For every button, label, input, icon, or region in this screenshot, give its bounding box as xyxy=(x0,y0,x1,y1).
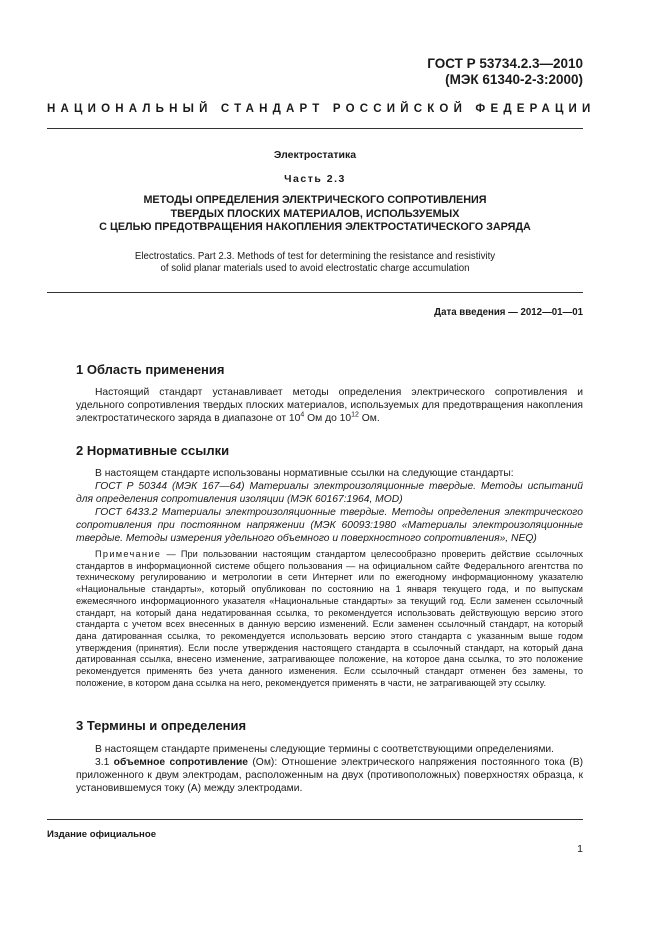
page-number: 1 xyxy=(577,843,583,855)
note-paragraph xyxy=(76,549,583,689)
title-divider xyxy=(47,292,583,293)
scope-text: Ом до 10 xyxy=(304,413,352,425)
title-line: ТВЕРДЫХ ПЛОСКИХ МАТЕРИАЛОВ, ИСПОЛЬЗУЕМЫХ xyxy=(170,207,460,220)
references-intro: В настоящем стандарте использованы нормативные ссылки на следующие стандарты: xyxy=(95,468,514,479)
term-definition xyxy=(76,756,583,795)
term-text: (Ом): Отношение электрического напряжения постоянного тока (В) приложенного к двум электродам, расположенным на двух (противоположных) поверхностях образца, к установившемуся току (А) между электродами. xyxy=(76,757,584,795)
document-title xyxy=(47,194,583,235)
exponent: 4 xyxy=(300,411,305,419)
introduction-date: Дата введения — 2012—01—01 xyxy=(434,307,583,318)
scope-text: Ом. xyxy=(358,413,380,425)
footer-divider xyxy=(47,819,583,820)
term-name: объемное сопротивление xyxy=(113,757,249,768)
exponent: 12 xyxy=(351,411,359,419)
scope-text: Настоящий стандарт устанавливает методы определения электрического сопротивления и удельного сопротивления твердых плоских материалов, используемых для предотвращения накопления электростатического заряда в диапазоне от 10 xyxy=(76,387,583,425)
english-title-line: of solid planar materials used to avoid electrostatic charge accumulation xyxy=(160,263,470,275)
terms-intro: В настоящем стандарте применены следующие термины с соответствующими определениями. xyxy=(95,744,555,755)
section-2-heading: 2 Нормативные ссылки xyxy=(76,443,230,458)
section-1-heading: 1 Область применения xyxy=(76,362,225,377)
national-standard-banner: НАЦИОНАЛЬНЫЙ СТАНДАРТ РОССИЙСКОЙ ФЕДЕРАЦИИ xyxy=(47,103,596,115)
english-title xyxy=(47,251,583,275)
official-edition-label: Издание официальное xyxy=(47,829,157,840)
top-divider xyxy=(47,128,583,129)
term-number: 3.1 xyxy=(95,757,114,768)
subject-heading: Электростатика xyxy=(273,149,357,161)
section-1-paragraph xyxy=(76,386,583,425)
part-heading: Часть 2.3 xyxy=(284,173,346,185)
note-label: Примечание xyxy=(95,549,162,559)
document-number-block xyxy=(427,56,583,88)
note-text: — При пользовании настоящим стандартом целесообразно проверить действие ссылочных стандартов в информационной системе общего пользования — на официальном сайте Федерального агентства по техническому регулированию и метрологии в сети Интернет или по ежегодному информационному указателю «Национальные стандарты», который опубликован по состоянию на 1 января текущего года, и по выпускам ежемесячного информационного указателя «Национальные стандарты» за текущий год. Если заменен ссылочный стандарт, на который дана недатированная ссылка, то рекомендуется использовать действующую версию этого стандарта с учетом всех внесенных в данную версию изменений. Если заменен ссылочный стандарт, на который дана датированная ссылка, то рекомендуется использовать версию этого стандарта с указанным выше годом утверждения (принятия). Если после утверждения настоящего стандарта в ссылочный стандарт, на который дана датированная ссылка, внесено изменение, затрагивающее положение, на которое дана ссылка, то это положение рекомендуется применять без учета данного изменения. Если ссылочный стандарт отменен без замены, то положение, в котором дана ссылка на него, рекомендуется применять в части, не затрагивающей эту ссылку. xyxy=(76,549,583,688)
reference-item: ГОСТ Р 50344 (МЭК 167—64) Материалы электроизоляционные твердые. Методы испытаний для определения сопротивления изоляции (МЭК 60167:1964, MOD) xyxy=(76,481,583,506)
iec-number: (МЭК 61340-2-3:2000) xyxy=(445,72,583,87)
title-line: МЕТОДЫ ОПРЕДЕЛЕНИЯ ЭЛЕКТРИЧЕСКОГО СОПРОТИВЛЕНИЯ xyxy=(143,194,487,206)
gost-number: ГОСТ Р 53734.2.3—2010 xyxy=(427,56,583,71)
title-line: С ЦЕЛЬЮ ПРЕДОТВРАЩЕНИЯ НАКОПЛЕНИЯ ЭЛЕКТРОСТАТИЧЕСКОГО ЗАРЯДА xyxy=(99,221,531,233)
section-3-heading: 3 Термины и определения xyxy=(76,718,247,733)
reference-item: ГОСТ 6433.2 Материалы электроизоляционные твердые. Методы определения электрического сопротивления при постоянном напряжении (МЭК 60093:1980 «Материалы электроизоляционные твердые. Методы измерения удельного объемного и поверхностного сопротивления», NEQ) xyxy=(76,507,583,545)
english-title-line: Electrostatics. Part 2.3. Methods of test for determining the resistance and resistivity xyxy=(134,251,496,262)
